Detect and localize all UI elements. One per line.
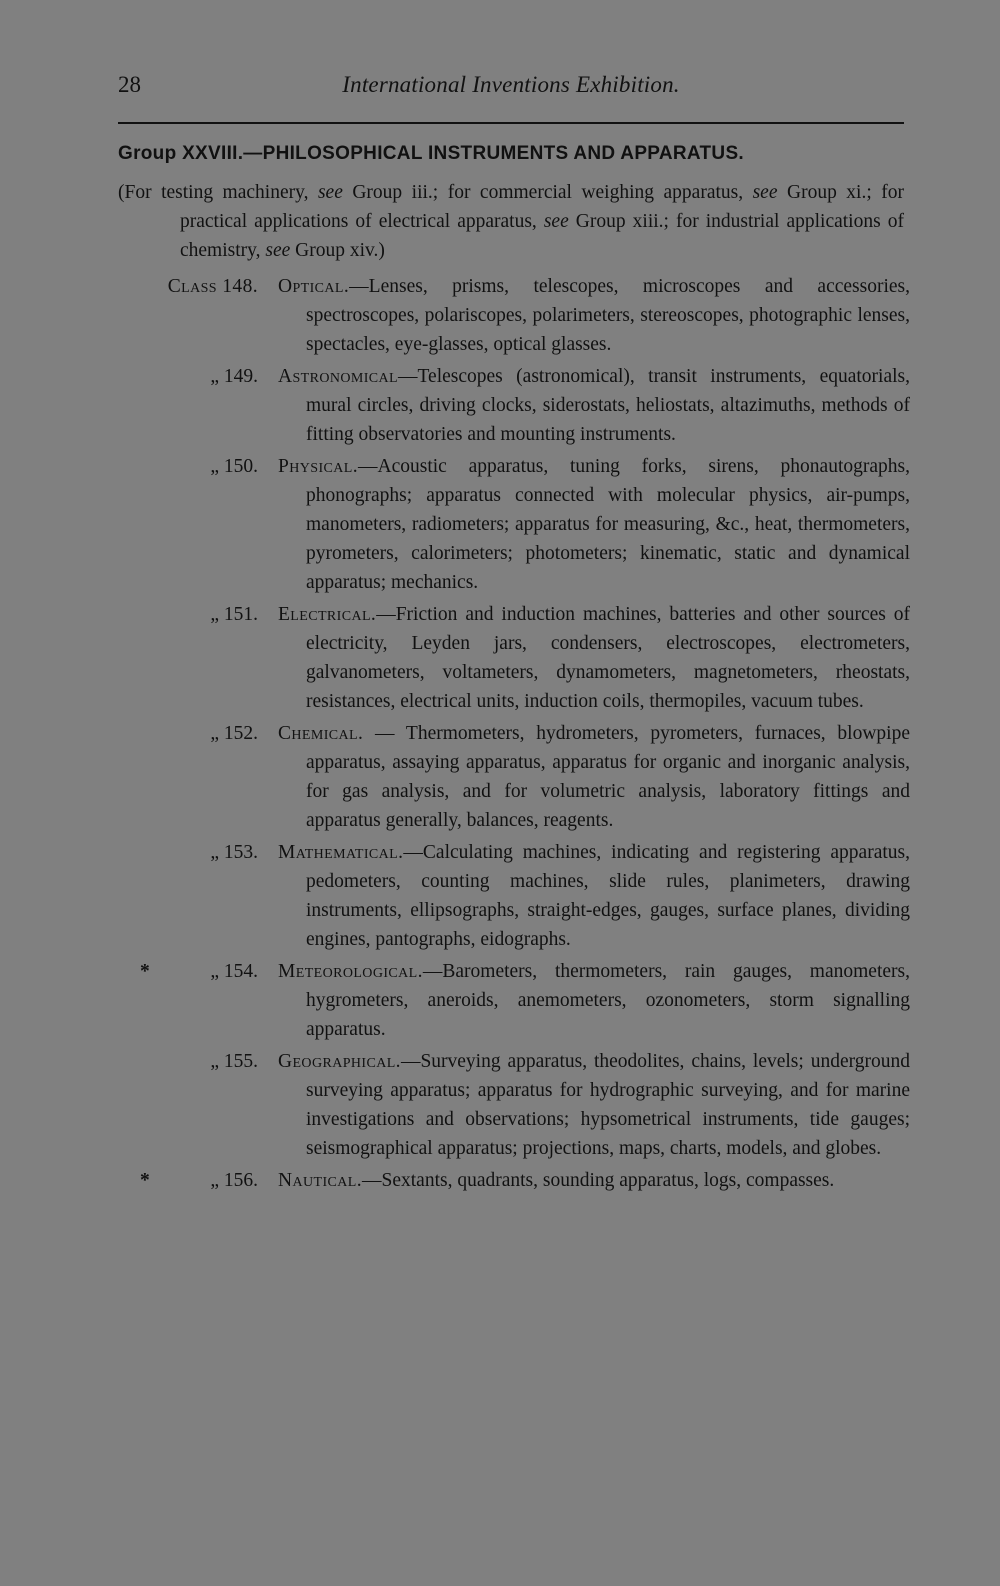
class-number: „ 153. <box>210 842 258 863</box>
class-entry-150 <box>150 452 910 597</box>
class-entry-152 <box>150 719 910 835</box>
scope-note-text: Group xi.; for practical applications of electrical apparatus, <box>180 182 904 232</box>
class-number: „ 154. <box>210 961 258 982</box>
class-number: „ 149. <box>210 366 258 387</box>
running-title: International Inventions Exhibition. <box>342 72 680 97</box>
class-body <box>278 600 910 716</box>
entry-marker: * <box>140 961 150 982</box>
entry-marker: * <box>140 1170 150 1191</box>
scope-note-text: (For testing machinery, <box>118 182 318 203</box>
class-description: —Friction and induction machines, batteries and other sources of electricity, Leyden jars, condensers, electroscopes, electrometers, galvanometers, voltameters, dynamometers, magnetometers, rheostats, resistances, electrical units, induction coils, thermopiles, vacuum tubes. <box>306 604 910 712</box>
class-body <box>278 272 910 359</box>
scope-note-text: Group iii.; for commercial weighing apparatus, <box>342 182 753 203</box>
class-number: „ 150. <box>210 456 258 477</box>
class-entry-156 <box>140 1166 910 1195</box>
class-title: Chemical. <box>278 723 364 744</box>
class-entry-155 <box>150 1047 910 1163</box>
class-title: Physical. <box>278 456 358 477</box>
class-number: Class 148. <box>167 276 258 297</box>
class-body <box>278 452 910 597</box>
class-entry-148 <box>150 272 910 359</box>
class-description: —Acoustic apparatus, tuning forks, sirens, phonautographs, phonographs; apparatus connected with molecular physics, air-pumps, manometers, radiometers; apparatus for measuring, &c., heat, thermometers, pyrometers, calorimeters; photometers; kinematic, static and dynamical apparatus; mechanics. <box>306 456 910 593</box>
page-header <box>118 72 904 112</box>
class-description: — Thermometers, hydrometers, pyrometers, furnaces, blowpipe apparatus, assaying apparatus, apparatus for organic and inorganic analysis, for gas analysis, and for volumetric analysis, laboratory fittings and apparatus generally, balances, reagents. <box>306 723 910 831</box>
header-rule <box>118 122 904 124</box>
class-title: Optical. <box>278 276 350 297</box>
class-description: —Barometers, thermometers, rain gauges, manometers, hygrometers, aneroids, anemometers, ozonometers, storm signalling apparatus. <box>306 961 910 1040</box>
class-body <box>278 719 910 835</box>
class-body <box>278 957 910 1044</box>
class-entry-154 <box>140 957 910 1044</box>
class-description: —Surveying apparatus, theodolites, chains, levels; underground surveying apparatus; apparatus for hydrographic surveying, and for marine investigations and observations; hypsometrical instruments, tide gauges; seismographical apparatus; projections, maps, charts, models, and globes. <box>306 1051 910 1159</box>
scope-note-see: see <box>317 182 343 203</box>
class-title: Meteorological. <box>278 961 423 982</box>
scope-note-see: see <box>543 211 569 232</box>
class-number: „ 155. <box>210 1051 258 1072</box>
class-number: „ 151. <box>210 604 258 625</box>
class-entry-151 <box>150 600 910 716</box>
scope-note-see: see <box>265 240 291 261</box>
class-title: Electrical. <box>278 604 377 625</box>
class-entry-153 <box>150 838 910 954</box>
class-list <box>140 272 910 1198</box>
scope-note-text: Group xiii.; for industrial applications of chemistry, <box>180 211 904 261</box>
class-body <box>278 1166 910 1195</box>
scope-note-see: see <box>752 182 778 203</box>
page-number: 28 <box>118 72 141 97</box>
class-number: „ 156. <box>210 1170 258 1191</box>
class-number: „ 152. <box>210 723 258 744</box>
class-description: —Sextants, quadrants, sounding apparatus, logs, compasses. <box>362 1170 835 1191</box>
class-description: —Lenses, prisms, telescopes, microscopes and accessories, spectroscopes, polariscopes, polarimeters, stereoscopes, photographic lenses, spectacles, eye-glasses, optical glasses. <box>306 276 910 355</box>
class-title: Astronomical <box>278 366 398 387</box>
class-title: Mathematical. <box>278 842 404 863</box>
class-title: Geographical. <box>278 1051 401 1072</box>
class-description: —Calculating machines, indicating and registering apparatus, pedometers, counting machines, slide rules, planimeters, drawing instruments, ellipsographs, straight-edges, gauges, surface planes, dividing engines, pantographs, eidographs. <box>306 842 910 950</box>
group-scope-note <box>118 178 904 265</box>
scope-note-text: Group xiv.) <box>290 240 385 261</box>
class-title: Nautical. <box>278 1170 362 1191</box>
class-description: —Telescopes (astronomical), transit instruments, equatorials, mural circles, driving clocks, siderostats, heliostats, altazimuths, methods of fitting observatories and mounting instruments. <box>306 366 910 445</box>
class-entry-149 <box>150 362 910 449</box>
class-body <box>278 362 910 449</box>
group-heading: Group XXVIII.—PHILOSOPHICAL INSTRUMENTS AND APPARATUS. <box>118 143 744 164</box>
class-body <box>278 838 910 954</box>
class-body <box>278 1047 910 1163</box>
